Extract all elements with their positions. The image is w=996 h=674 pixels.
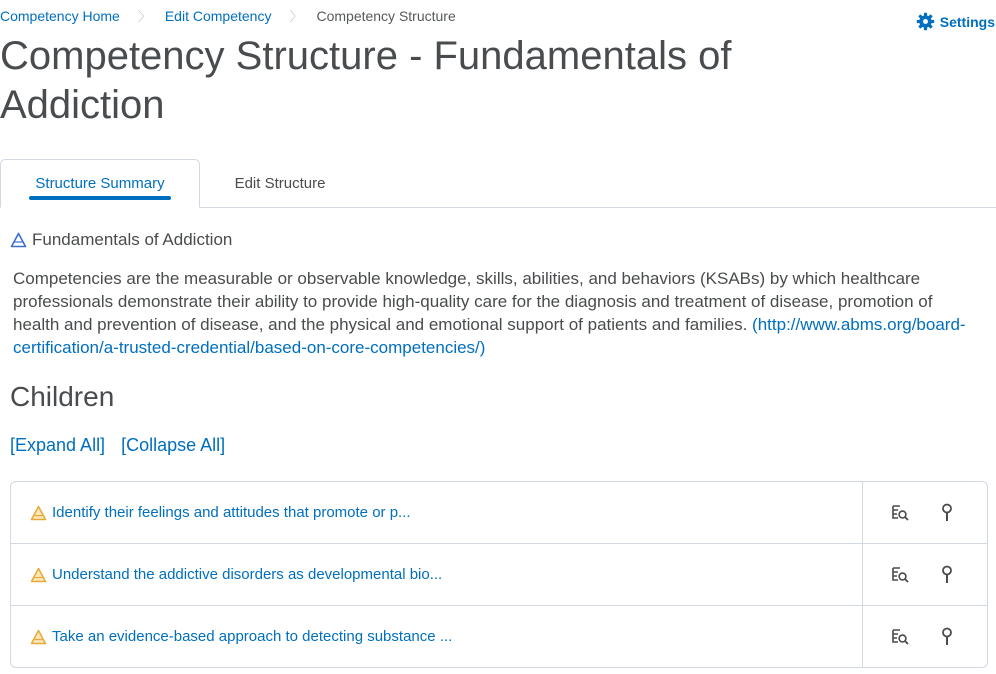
collapse-all-link[interactable]: [Collapse All] [121, 435, 226, 455]
learning-objective-icon [30, 567, 47, 583]
competency-icon [10, 232, 27, 248]
settings-button[interactable] [916, 12, 995, 31]
breadcrumb-edit-competency[interactable]: Edit Competency [164, 7, 272, 24]
expand-all-link[interactable]: [Expand All] [10, 435, 106, 455]
breadcrumb-separator: 〉 [289, 9, 303, 24]
preview-icon[interactable] [890, 565, 910, 585]
breadcrumb [0, 6, 456, 25]
pin-icon[interactable] [937, 627, 957, 647]
child-item-cell [11, 482, 863, 543]
preview-icon[interactable] [890, 503, 910, 523]
child-item-link[interactable]: Understand the addictive disorders as developmental bio... [52, 566, 443, 583]
page-title: Competency Structure - Fundamentals of Addiction [0, 34, 732, 127]
tab-edit-structure[interactable] [200, 159, 360, 207]
child-item-cell [11, 544, 863, 605]
table-row [11, 543, 987, 605]
tab-edit-structure-label: Edit Structure [234, 174, 326, 192]
competency-title [10, 230, 232, 250]
tab-structure-summary-label: Structure Summary [35, 175, 165, 192]
active-tab-indicator [29, 196, 171, 200]
child-item-link[interactable]: Take an evidence-based approach to detecting substance ... [52, 628, 453, 645]
learning-objective-icon [30, 629, 47, 645]
description-link[interactable]: (http://www.abms.org/board-certification/a-trusted-credential/based-on-core-competencies/) [13, 315, 966, 357]
table-row [11, 482, 987, 543]
breadcrumb-current: Competency Structure [316, 7, 456, 24]
child-actions [863, 482, 987, 543]
child-item-cell [11, 606, 863, 667]
pin-icon[interactable] [937, 565, 957, 585]
gear-icon [916, 12, 935, 31]
preview-icon[interactable] [890, 627, 910, 647]
child-actions [863, 606, 987, 667]
breadcrumb-competency-home[interactable]: Competency Home [0, 7, 120, 24]
learning-objective-icon [30, 505, 47, 521]
children-table [10, 481, 988, 668]
competency-description [13, 267, 983, 359]
pin-icon[interactable] [937, 503, 957, 523]
tab-structure-summary[interactable] [0, 159, 200, 208]
table-row [11, 605, 987, 667]
competency-name: Fundamentals of Addiction [32, 230, 233, 249]
child-actions [863, 544, 987, 605]
child-item-link[interactable]: Identify their feelings and attitudes that promote or p... [52, 504, 411, 521]
tab-bar [0, 159, 996, 208]
children-heading: Children [10, 381, 115, 412]
settings-label: Settings [939, 13, 995, 30]
description-text: Competencies are the measurable or observable knowledge, skills, abilities, and behaviors (KSABs) by which healthcare professionals demonstrate their ability to provide high-quality care for the diagnosis and treatment of disease, promotion of health and prevention of disease, and the physical and emotional support of patients and families. [13, 269, 933, 334]
expand-collapse-controls [10, 435, 225, 456]
breadcrumb-separator: 〉 [137, 9, 151, 24]
